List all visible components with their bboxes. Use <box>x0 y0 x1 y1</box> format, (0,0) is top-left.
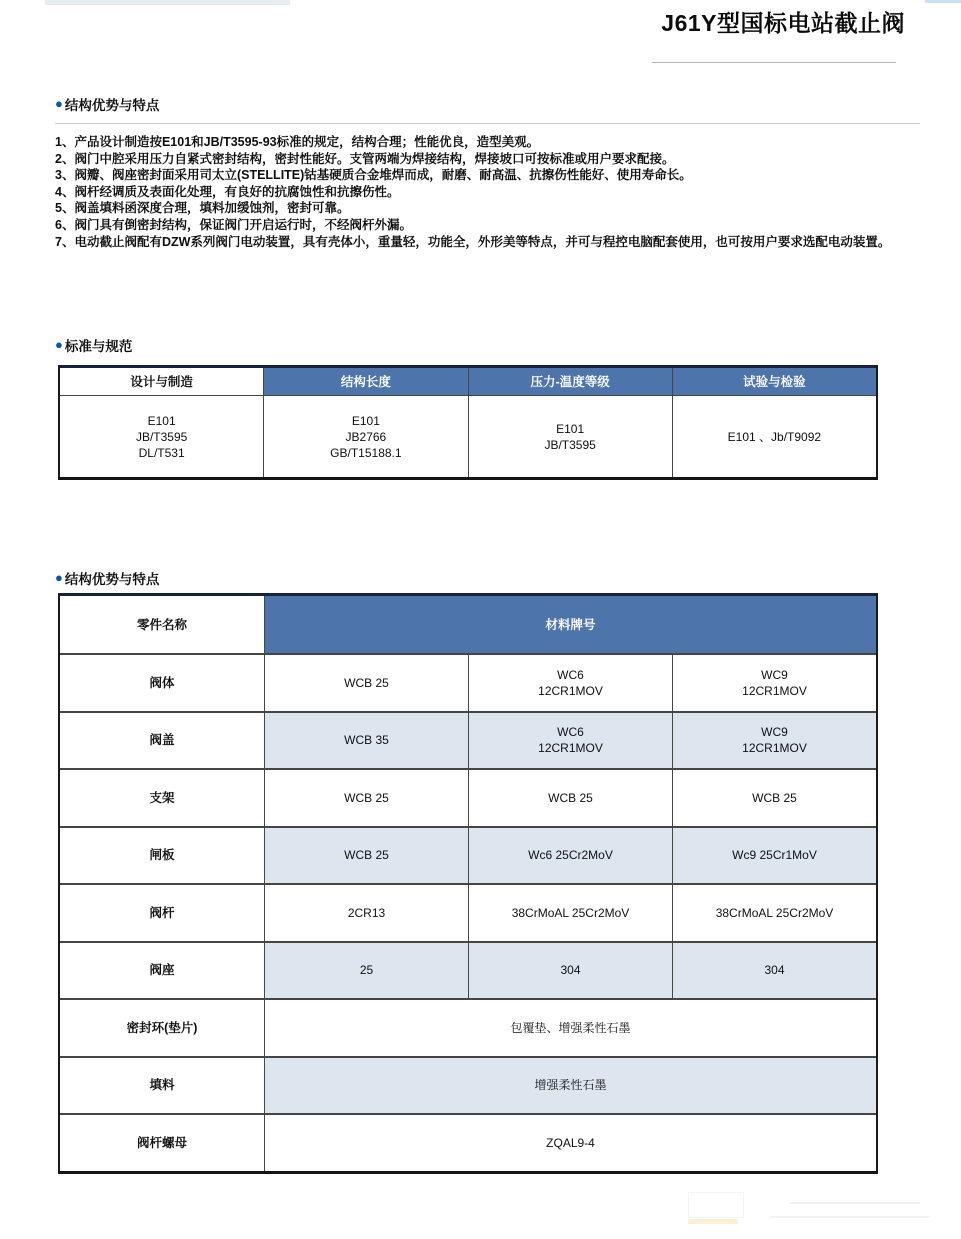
materials-row <box>60 883 876 941</box>
materials-row <box>60 998 876 1056</box>
feature-item: 5、阀盖填料函深度合理，填料加缓蚀剂，密封可靠。 <box>55 201 350 216</box>
materials-part-cell: 闸板 <box>60 828 264 884</box>
materials-row <box>60 826 876 884</box>
materials-part-cell: 阀体 <box>60 655 264 711</box>
feature-list <box>55 134 931 250</box>
title-underline <box>652 62 896 63</box>
materials-part-cell: 填料 <box>60 1058 264 1114</box>
materials-part-cell: 阀座 <box>60 943 264 999</box>
materials-row <box>60 768 876 826</box>
section-bullet-icon: ● <box>55 336 63 352</box>
section-heading-standards <box>55 335 132 355</box>
materials-value-cell: WCB 25 <box>264 655 468 711</box>
materials-part-cell: 阀杆螺母 <box>60 1115 264 1171</box>
materials-value-cell: Wc6 25Cr2MoV <box>468 828 672 884</box>
section-divider <box>55 123 920 124</box>
materials-value-cell: WC6 12CR1MOV <box>468 713 672 769</box>
materials-part-cell: 支架 <box>60 770 264 826</box>
standards-table <box>58 365 878 480</box>
section-bullet-icon: ● <box>55 95 63 111</box>
materials-value-cell: 38CrMoAL 25Cr2MoV <box>672 885 876 941</box>
materials-row <box>60 1113 876 1171</box>
standards-header-cell: 试验与检验 <box>672 368 876 395</box>
feature-item: 6、阀门具有倒密封结构，保证阀门开启运行时，不经阀杆外漏。 <box>55 217 412 232</box>
materials-value-cell: WCB 35 <box>264 713 468 769</box>
section-heading-label: 结构优势与特点 <box>64 572 160 587</box>
materials-part-header-cell: 零件名称 <box>60 596 264 653</box>
header-scan-artifact <box>45 0 290 5</box>
standards-value-cell: E101 JB/T3595 <box>468 396 672 477</box>
standards-value-cell: E101 JB/T3595 DL/T531 <box>135 413 188 460</box>
materials-value-cell: 2CR13 <box>264 885 468 941</box>
section-heading-features <box>55 94 159 114</box>
materials-value-cell: WCB 25 <box>468 770 672 826</box>
materials-value-cell: WC9 12CR1MOV <box>672 655 876 711</box>
feature-item: 1、产品设计制造按E101和JB/T3595-93标准的规定，结构合理；性能优良，造型美观。 <box>55 135 540 149</box>
footer-scan-artifact <box>790 1202 920 1204</box>
section-bullet-icon: ● <box>55 569 63 585</box>
standards-value-row <box>60 395 876 477</box>
standards-value-cell: E101 JB2766 GB/T15188.1 <box>263 396 467 477</box>
materials-value-cell: 304 <box>672 943 876 999</box>
section-heading-label: 标准与规范 <box>64 339 133 354</box>
materials-value-cell: WCB 25 <box>672 770 876 826</box>
standards-header-row <box>60 368 876 395</box>
materials-value-cell: WC9 12CR1MOV <box>672 713 876 769</box>
page-title: J61Y型国标电站截止阀 <box>661 10 905 36</box>
materials-value-cell: Wc9 25Cr1MoV <box>672 828 876 884</box>
section-heading-label: 结构优势与特点 <box>64 98 160 113</box>
materials-header-row <box>60 596 876 653</box>
feature-item: 4、阀杆经调质及表面化处理，有良好的抗腐蚀性和抗擦伤性。 <box>55 184 400 199</box>
materials-value-cell: ZQAL9-4 <box>264 1115 876 1171</box>
materials-value-cell: 增强柔性石墨 <box>264 1058 876 1114</box>
materials-grade-header-cell: 材料牌号 <box>264 596 876 653</box>
materials-value-cell: WC6 12CR1MOV <box>468 655 672 711</box>
footer-scan-artifact <box>770 1216 930 1218</box>
standards-value-cell: E101 、Jb/T9092 <box>672 396 876 477</box>
feature-item: 3、阀瓣、阀座密封面采用司太立(STELLITE)钴基硬质合金堆焊而成，耐磨、耐高温、抗擦伤性能好、使用寿命长。 <box>55 168 692 183</box>
materials-value-cell: 304 <box>468 943 672 999</box>
materials-row <box>60 1056 876 1114</box>
standards-header-cell: 压力-温度等级 <box>468 368 672 395</box>
materials-part-cell: 密封环(垫片) <box>60 1000 264 1056</box>
materials-row <box>60 941 876 999</box>
materials-row <box>60 653 876 711</box>
materials-row <box>60 711 876 769</box>
footer-scan-artifact <box>688 1219 738 1224</box>
materials-value-cell: 包覆垫、增强柔性石墨 <box>264 1000 876 1056</box>
materials-value-cell: 25 <box>264 943 468 999</box>
feature-item: 7、电动截止阀配有DZW系列阀门电动装置，具有壳体小，重量轻，功能全，外形美等特点，并可与程控电脑配套使用，也可按用户要求选配电动装置。 <box>55 234 891 249</box>
materials-part-cell: 阀盖 <box>60 713 264 769</box>
materials-value-cell: WCB 25 <box>264 828 468 884</box>
feature-item: 2、阀门中腔采用压力自紧式密封结构，密封性能好。支管两端为焊接结构，焊接坡口可按标准或用户要求配接。 <box>55 151 675 166</box>
footer-scan-artifact <box>688 1192 744 1218</box>
header-scan-artifact <box>925 0 961 3</box>
section-heading-materials <box>55 568 159 588</box>
materials-value-cell: 38CrMoAL 25Cr2MoV <box>468 885 672 941</box>
standards-header-cell: 结构长度 <box>263 368 467 395</box>
materials-part-cell: 阀杆 <box>60 885 264 941</box>
materials-table <box>58 593 878 1174</box>
standards-header-cell: 设计与制造 <box>130 374 193 389</box>
materials-value-cell: WCB 25 <box>264 770 468 826</box>
